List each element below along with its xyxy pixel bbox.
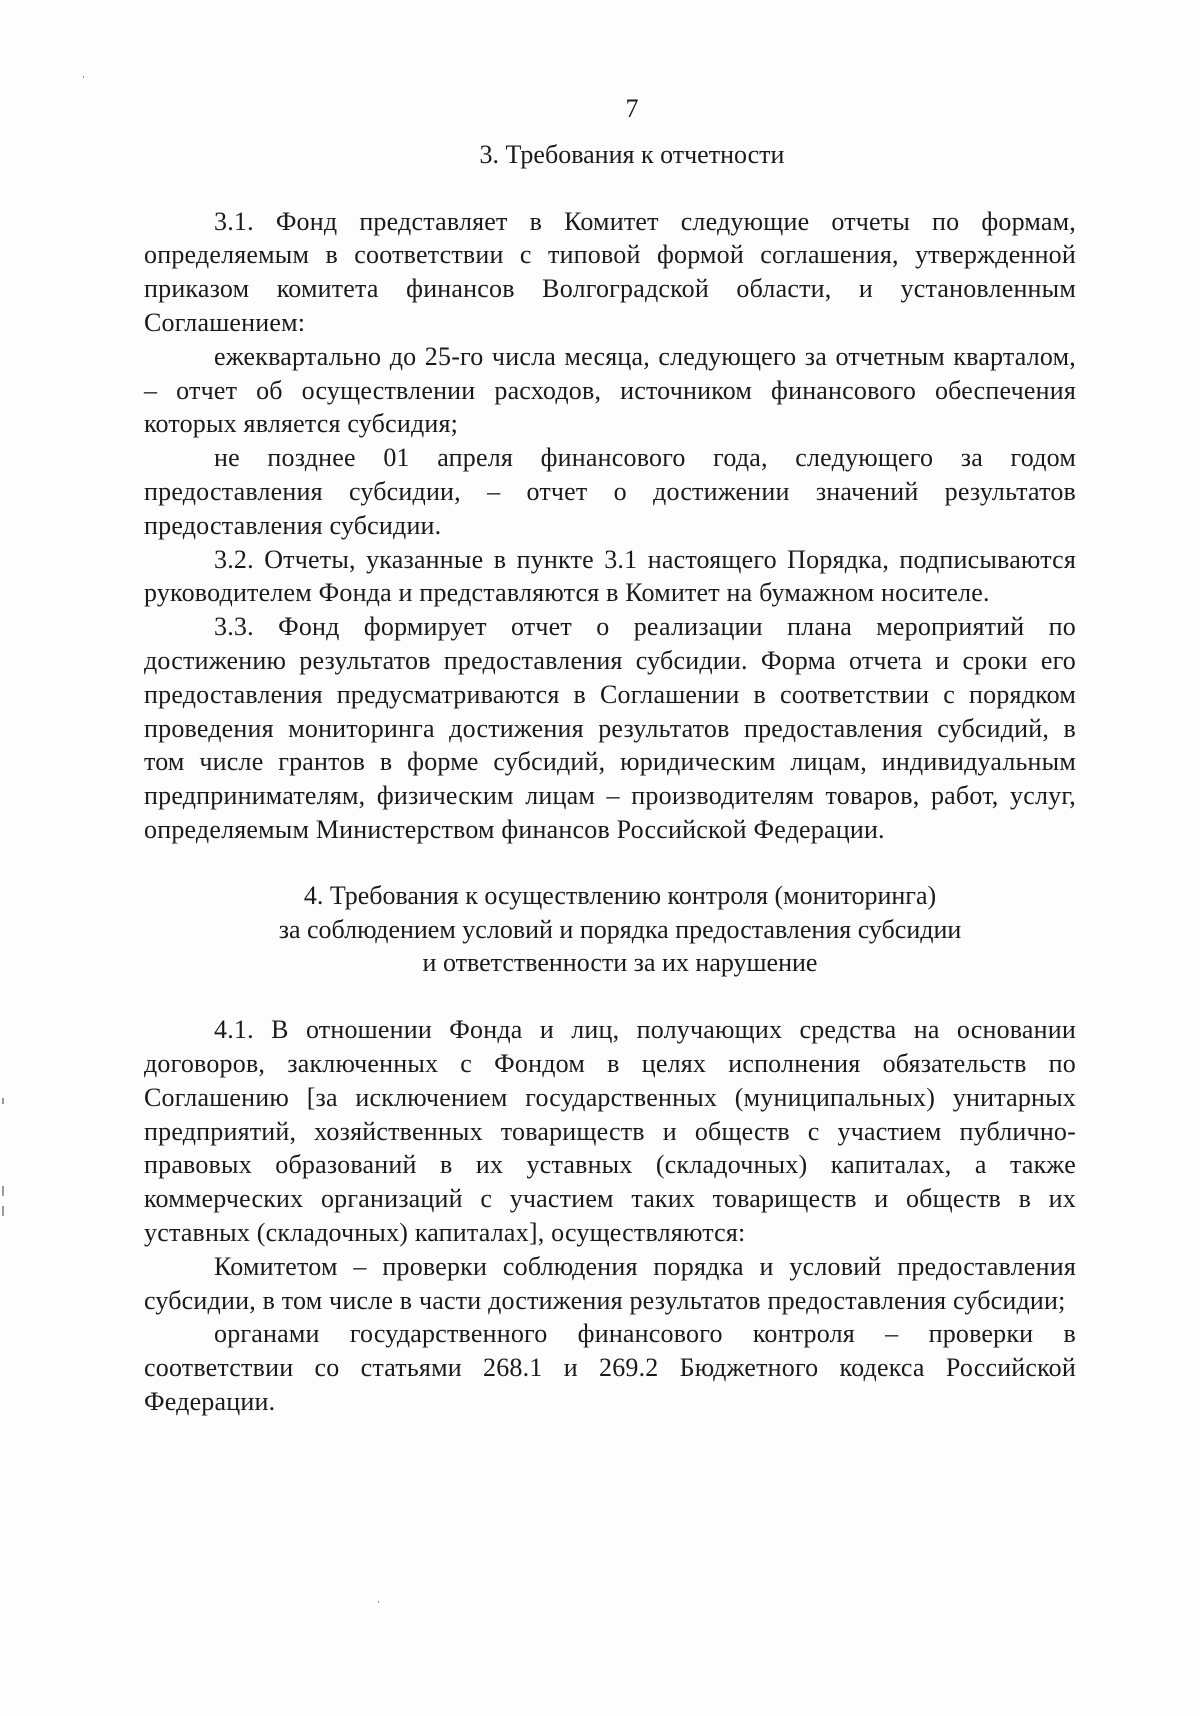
paragraph-3-2: 3.2. Отчеты, указанные в пункте 3.1 настоящего Порядка, подписываются руководителем Фонда и представляются в Комитет на бумажном носителе. [144, 544, 1076, 608]
section-4-title-line: за соблюдением условий и порядка предоставления субсидии [278, 914, 962, 944]
scan-artifact [2, 1206, 4, 1216]
section-4-title [144, 879, 1076, 980]
paragraph-quarterly-report: ежеквартально до 25-го числа месяца, следующего за отчетным кварталом, – отчет об осуществлении расходов, источником финансового обеспечения которых является субсидия; [144, 341, 1076, 439]
page-number: 7 [625, 94, 639, 123]
paragraph-committee-checks: Комитетом – проверки соблюдения порядка и условий предоставления субсидии, в том числе в части достижения результатов предоставления субсидии; [144, 1251, 1076, 1315]
paragraph-3-1: 3.1. Фонд представляет в Комитет следующие отчеты по формам, определяемым в соответствии с типовой формой соглашения, утвержденной приказом комитета финансов Волгоградской области, и установленным Соглашением: [144, 206, 1076, 337]
section-4-title-line: 4. Требования к осуществлению контроля (мониторинга) [303, 880, 937, 910]
paragraph-4-1: 4.1. В отношении Фонда и лиц, получающих средства на основании договоров, заключенных с Фондом в целях исполнения обязательств по Соглашению [за исключением государственных (муниципальных) унитарных предприятий, хозяйственных товариществ и обществ с участием публично-правовых образований в их уставных (складочных) капиталах, а также коммерческих организаций с участием таких товариществ и обществ в их уставных (складочных) капиталах], осуществляются: [144, 1015, 1076, 1247]
paragraph-3-3: 3.3. Фонд формирует отчет о реализации плана мероприятий по достижению результатов предоставления субсидии. Форма отчета и сроки его предоставления предусматриваются в Соглашении в соответствии с порядком проведения мониторинга достижения результатов предоставления субсидий, в том числе грантов в форме субсидий, юридическим лицам, индивидуальным предпринимателям, физическим лицам – производителям товаров, работ, услуг, определяемым Министерством финансов Российской Федерации. [144, 612, 1076, 844]
scan-artifact [2, 1186, 4, 1196]
section-3-title: 3. Требования к отчетности [479, 139, 785, 169]
paragraph-state-control-checks: органами государственного финансового контроля – проверки в соответствии со статьями 268.1 и 269.2 Бюджетного кодекса Российской Федерации. [144, 1319, 1076, 1416]
scan-artifact [2, 1098, 4, 1104]
document-body [144, 92, 1076, 1419]
scan-artifact [378, 1601, 379, 1603]
scan-artifact [83, 76, 84, 78]
paragraph-annual-report: не позднее 01 апреля финансового года, следующего за годом предоставления субсидии, – отчет о достижении значений результатов предоставления субсидии. [144, 443, 1076, 540]
section-4-title-line: и ответственности за их нарушение [422, 948, 818, 978]
